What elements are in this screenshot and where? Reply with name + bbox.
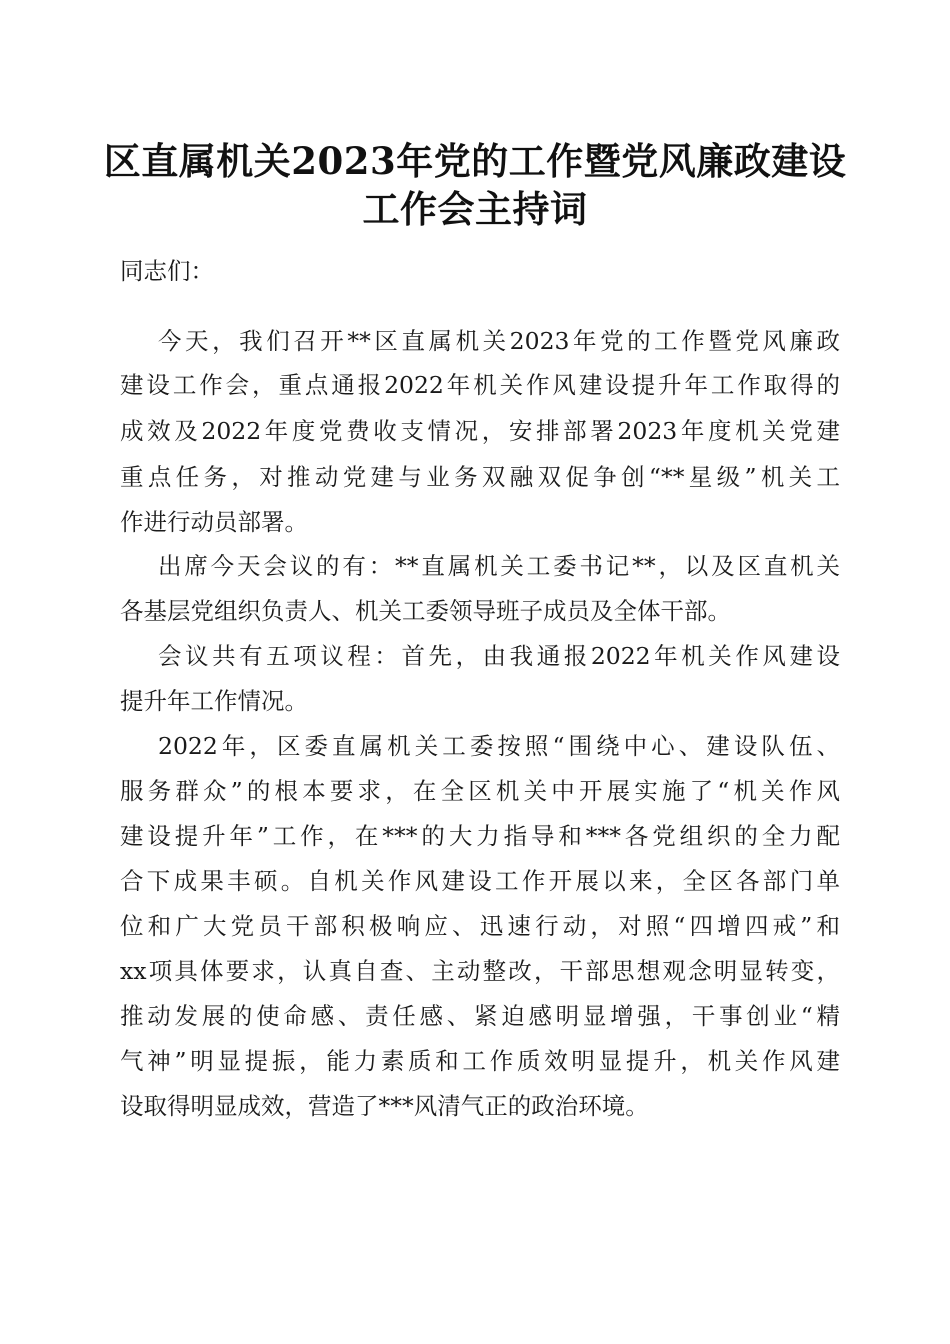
- body-line: 各基层党组织负责人、机关工委领导班子成员及全体干部。: [120, 597, 731, 625]
- body-line: 服务群众”的根本要求，在全区机关中开展实施了“机关作风: [120, 777, 840, 805]
- document-title-line-2: 工作会主持词: [362, 187, 588, 231]
- body-line: xx项具体要求，认真自查、主动整改，干部思想观念明显转变，: [120, 957, 840, 985]
- body-line: 合下成果丰硕。自机关作风建设工作开展以来，全区各部门单: [120, 867, 840, 895]
- body-line: 作进行动员部署。: [120, 508, 308, 536]
- body-line: 重点任务，对推动党建与业务双融双促争创“**星级”机关工: [120, 463, 840, 491]
- body-line: 2022年，区委直属机关工委按照“围绕中心、建设队伍、: [158, 732, 840, 760]
- body-line: 建设工作会，重点通报2022年机关作风建设提升年工作取得的: [120, 371, 840, 399]
- body-line: 位和广大党员干部积极响应、迅速行动，对照“四增四戒”和: [120, 912, 840, 940]
- body-line: 建设提升年”工作，在***的大力指导和***各党组织的全力配: [120, 822, 840, 850]
- body-line: 气神”明显提振，能力素质和工作质效明显提升，机关作风建: [120, 1047, 840, 1075]
- body-line: 设取得明显成效，营造了***风清气正的政治环境。: [120, 1092, 649, 1120]
- body-line: 提升年工作情况。: [120, 687, 308, 715]
- body-line: 今天，我们召开**区直属机关2023年党的工作暨党风廉政: [158, 327, 840, 355]
- document-title-line-1: 区直属机关2023年党的工作暨党风廉政建设: [103, 139, 847, 183]
- body-line: 会议共有五项议程：首先，由我通报2022年机关作风建设: [158, 642, 840, 670]
- body-line: 成效及2022年度党费收支情况，安排部署2023年度机关党建: [120, 417, 840, 445]
- salutation: 同志们：: [120, 257, 214, 285]
- body-line: 推动发展的使命感、责任感、紧迫感明显增强，干事创业“精: [120, 1002, 840, 1030]
- body-line: 出席今天会议的有：**直属机关工委书记**，以及区直机关: [158, 552, 840, 580]
